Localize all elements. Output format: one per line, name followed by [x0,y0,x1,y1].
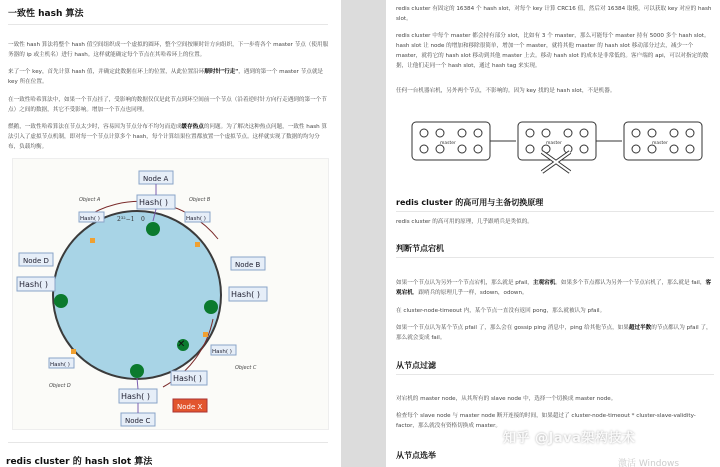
object-a-label: Object A [79,197,101,203]
node-x-removed-mark: ✕ [177,339,186,350]
object-b-label: Object B [189,197,211,203]
hash-ring [53,211,221,379]
hash-label: Hash( ) [139,198,168,207]
section-title-failover: redis cluster 的高可用与主备切换原理 [396,198,544,207]
paragraph: redis cluster 有固定的 16384 个 hash slot，对每个 key 计算 CRC16 值，然后对 16384 取模，可以获取 key 对应的 hash slot。 [396,6,712,22]
svg-text:Hash( ): Hash( ) [80,216,100,222]
section-title-slave-filter: 从节点过滤 [396,361,436,370]
section-title-hash-slot: redis cluster 的 hash slot 算法 [6,457,153,467]
paragraph: 在一致性哈希算法中，如果一个节点挂了，受影响的数据仅仅是此节点到环空间前一个节点（沿着逆时针方向行走遇到的第一个节点）之间的数据，其它不受影响。增加一个节点也同理。 [8,97,327,113]
paragraph: 燃鹅，一致性哈希算法在节点太少时，容易因为节点分布不均匀而造成缓存热点的问题。为了解决这种热点问题，一致性 hash 算法引入了虚拟节点机制，即对每一个节点计算多个 hash，每个计算结果位置都放置一个虚拟节点。这样就实现了数据的均匀分布，负载均衡。 [8,124,328,150]
paragraph: 任何一台机器宕机，另外两个节点，不影响的。因为 key 找的是 hash slot，不是机器。 [396,88,616,94]
node-a-point [146,222,160,236]
node-c-label: Node C [125,417,151,425]
redis-cluster-diagram [410,118,710,174]
divider [8,24,328,25]
object-b-point [195,242,200,247]
svg-text:master: master [440,141,456,146]
node-a-label: Node A [143,175,169,183]
section-title-consistent-hash: 一致性 hash 算法 [8,9,84,19]
master-node-1 [412,122,490,160]
left-page [0,0,341,467]
svg-text:master: master [652,141,668,146]
ring-max-label: 2³²−1 [117,216,135,223]
object-a-point [90,238,95,243]
node-x-label: Node X [177,403,203,411]
paragraph: redis cluster 中每个 master 都会持有部分 slot，比如有 3 个 master，那么可能每个 master 持有 5000 多个 hash slot。hash slot 让 node 的增加和移除很简单，增加一个 master，就将其他 master 的 hash slot 移动部分过去，减少一个 master，就将它的 hash slot 移动到其他 master 上去。移动 hash slot 的成本是非常低的。客户端的 api，可以对指定的数据，让他们走同一个 hash slot，通过 hash tag 来实现。 [396,33,710,69]
divider [8,442,328,443]
svg-text:Hash( ): Hash( ) [19,280,48,289]
paragraph: 来了一个 key，首先计算 hash 值，并确定此数据在环上的位置，从此位置沿环顺时针"行走"，遇到的第一个 master 节点就是 key 所在位置。 [8,69,324,85]
paragraph: 如果一个节点认为某个节点 pfail 了，那么会在 gossip ping 消息中，ping 给其他节点，如果超过半数的节点都认为 pfail 了，那么就会变成 fail。 [396,325,712,341]
hash-ring-svg [13,159,330,431]
right-page [386,0,720,467]
cluster-svg [410,118,710,174]
master-node-2 [518,122,596,172]
object-c-label: Object C [235,365,257,371]
watermark: 知乎 @Java架构技术 [503,431,636,446]
svg-text:master: master [546,141,562,146]
paragraph: 对宕机的 master node，从其所有的 slave node 中，选择一个切换成 master node。 [396,396,617,402]
ring-zero-label: 0 [141,216,145,223]
node-d-point [54,294,68,308]
svg-text:Hash( ): Hash( ) [121,392,150,401]
section-title-slave-election: 从节点选举 [396,451,436,460]
divider [396,257,714,258]
master-node-3 [624,122,702,160]
paragraph: 一致性 hash 算法将整个 hash 值空间组织成一个虚拟的圆环，整个空间按顺时针方向组织，下一步将各个 master 节点（使用服务器的 ip 或主机名）进行 hash。这样就能确定每个节点在其哈希环上的位置。 [8,42,329,58]
node-b-label: Node B [235,261,261,269]
section-title-node-down: 判断节点宕机 [396,244,444,253]
windows-activation-text: 激活 Windows [618,459,680,467]
divider [396,211,714,212]
divider [396,374,714,375]
svg-text:Hash( ): Hash( ) [50,362,70,368]
node-d-label: Node D [23,257,49,265]
svg-text:Hash( ): Hash( ) [231,290,260,299]
consistent-hash-diagram [12,158,329,430]
object-d-label: Object D [49,383,71,389]
page-gutter [341,0,386,467]
svg-text:Hash( ): Hash( ) [186,216,206,222]
paragraph: redis cluster 的高可用的原理，几乎跟哨兵是类似的。 [396,219,533,225]
paragraph: 在 cluster-node-timeout 内，某个节点一直没有返回 pong，那么就被认为 pfail。 [396,308,606,314]
paragraph: 检查每个 slave node 与 master node 断开连接的时间，如果超过了 cluster-node-timeout * cluster-slave-validity-factor，那么就没有资格切换成 master。 [396,413,696,429]
svg-text:Hash( ): Hash( ) [212,349,232,355]
object-c-point [203,332,208,337]
node-b-point [204,300,218,314]
node-c-point [130,364,144,378]
object-d-point [71,349,76,354]
paragraph: 如果一个节点认为另外一个节点宕机，那么就是 pfail，主观宕机。如果多个节点都认为另外一个节点宕机了，那么就是 fail，客观宕机，跟哨兵的原理几乎一样，sdown，odown。 [396,280,712,296]
svg-text:Hash( ): Hash( ) [173,374,202,383]
